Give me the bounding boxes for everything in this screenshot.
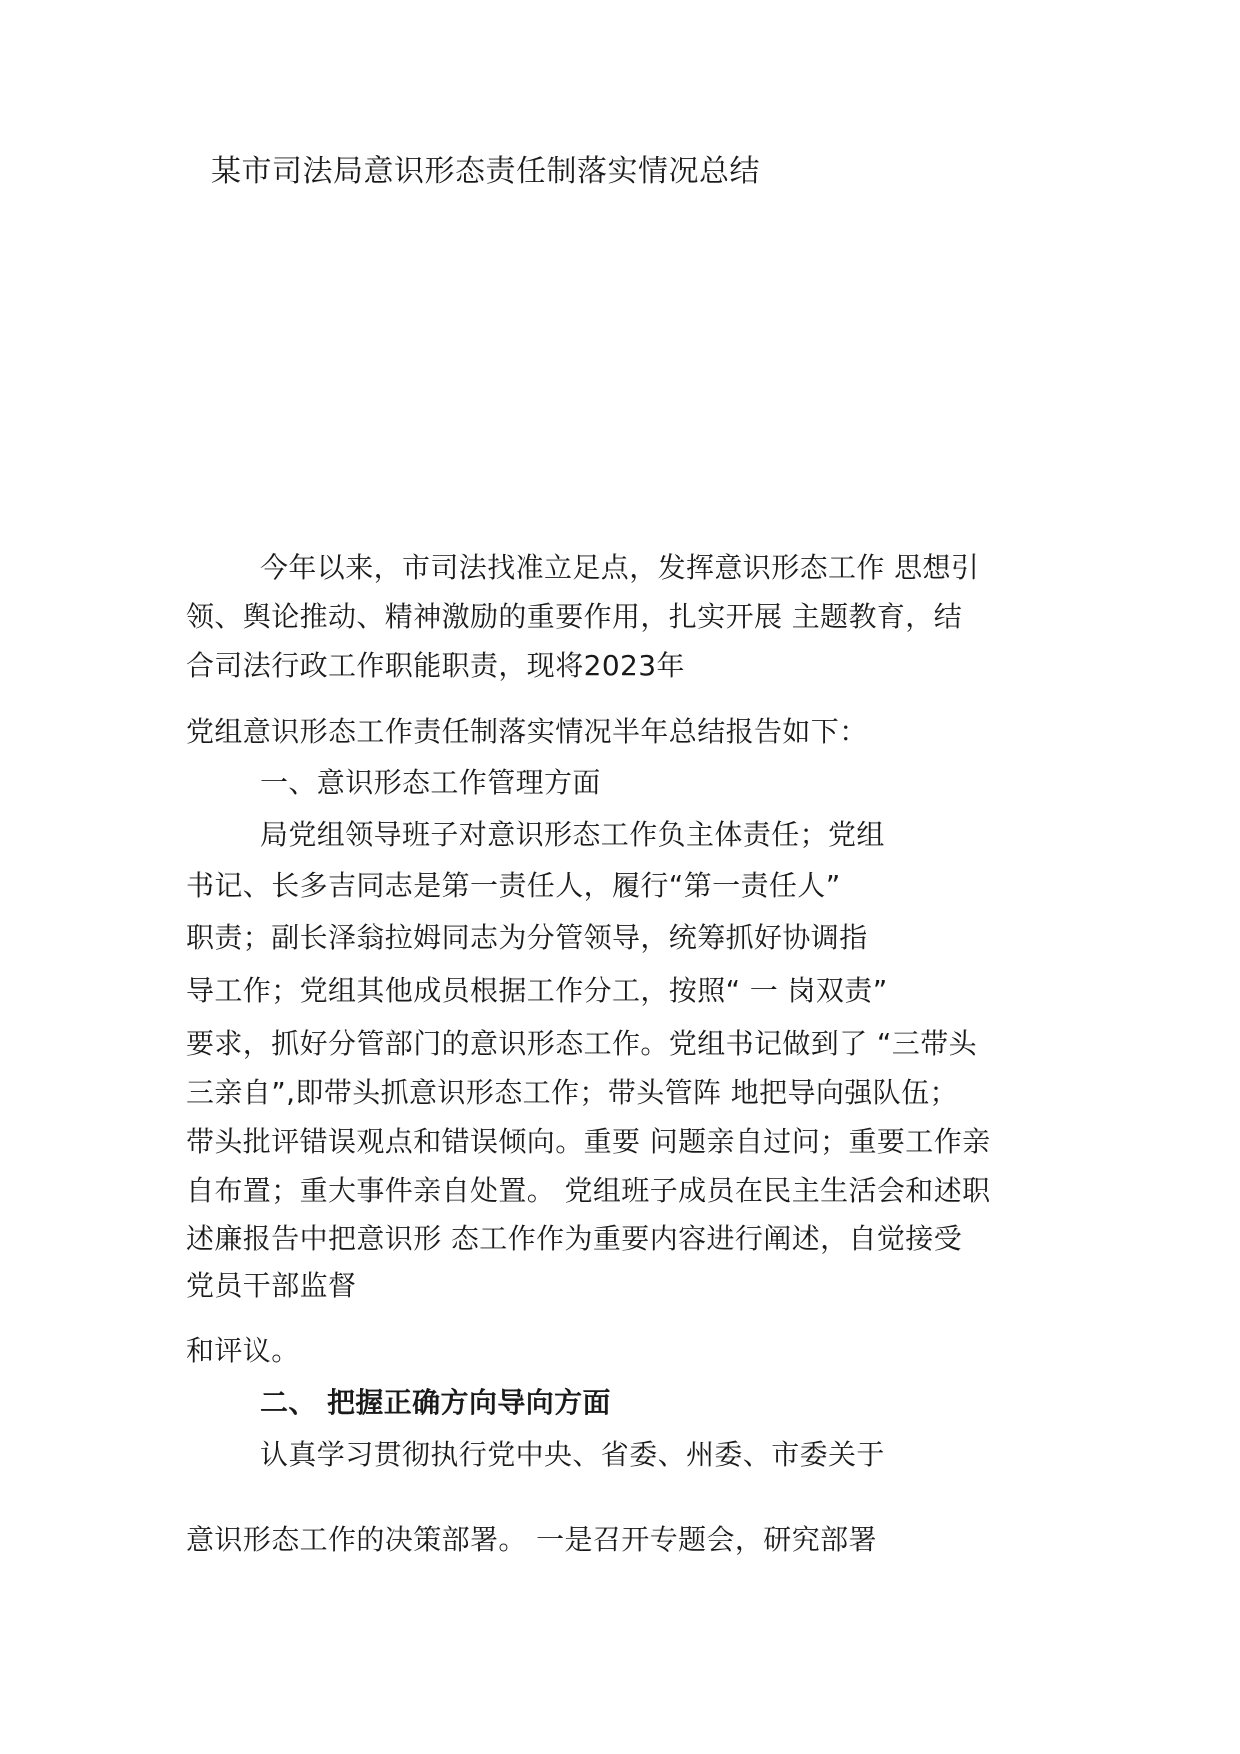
section-heading: 二、 把握正确方向导向方面 bbox=[260, 1386, 611, 1419]
paragraph-line: 述廉报告中把意识形 态工作作为重要内容进行阐述，自觉接受 bbox=[186, 1222, 963, 1255]
paragraph-line: 书记、长多吉同志是第一责任人，履行“第一责任人” bbox=[186, 869, 841, 902]
paragraph-line: 合司法行政工作职能职责，现将2023年 bbox=[186, 649, 685, 682]
paragraph-line: 职责；副长泽翁拉姆同志为分管领导，统筹抓好协调指 bbox=[186, 921, 868, 954]
paragraph-line: 今年以来，市司法找准立足点，发挥意识形态工作 思想引 bbox=[260, 551, 980, 584]
paragraph-line: 带头批评错误观点和错误倾向。重要 问题亲自过问；重要工作亲 bbox=[186, 1125, 991, 1158]
page-title: 某市司法局意识形态责任制落实情况总结 bbox=[211, 154, 760, 189]
paragraph-line: 要求，抓好分管部门的意识形态工作。党组书记做到了 “三带头 bbox=[186, 1027, 978, 1060]
paragraph-line: 党员干部监督 bbox=[186, 1269, 357, 1302]
paragraph-line: 认真学习贯彻执行党中央、省委、州委、市委关于 bbox=[260, 1438, 885, 1471]
paragraph-line: 党组意识形态工作责任制落实情况半年总结报告如下： bbox=[186, 715, 868, 748]
paragraph-line: 和评议。 bbox=[186, 1334, 300, 1367]
paragraph-line: 三亲自”,即带头抓意识形态工作；带头管阵 地把导向强队伍； bbox=[186, 1076, 958, 1109]
section-heading: 一、意识形态工作管理方面 bbox=[260, 766, 601, 799]
paragraph-line: 意识形态工作的决策部署。 一是召开专题会，研究部署 bbox=[186, 1523, 877, 1556]
paragraph-line: 领、舆论推动、精神激励的重要作用，扎实开展 主题教育，结 bbox=[186, 600, 963, 633]
paragraph-line: 导工作；党组其他成员根据工作分工，按照“ 一 岗双责” bbox=[186, 974, 888, 1007]
paragraph-line: 自布置；重大事件亲自处置。 党组班子成员在民主生活会和述职 bbox=[186, 1174, 991, 1207]
paragraph-line: 局党组领导班子对意识形态工作负主体责任；党组 bbox=[260, 818, 885, 851]
